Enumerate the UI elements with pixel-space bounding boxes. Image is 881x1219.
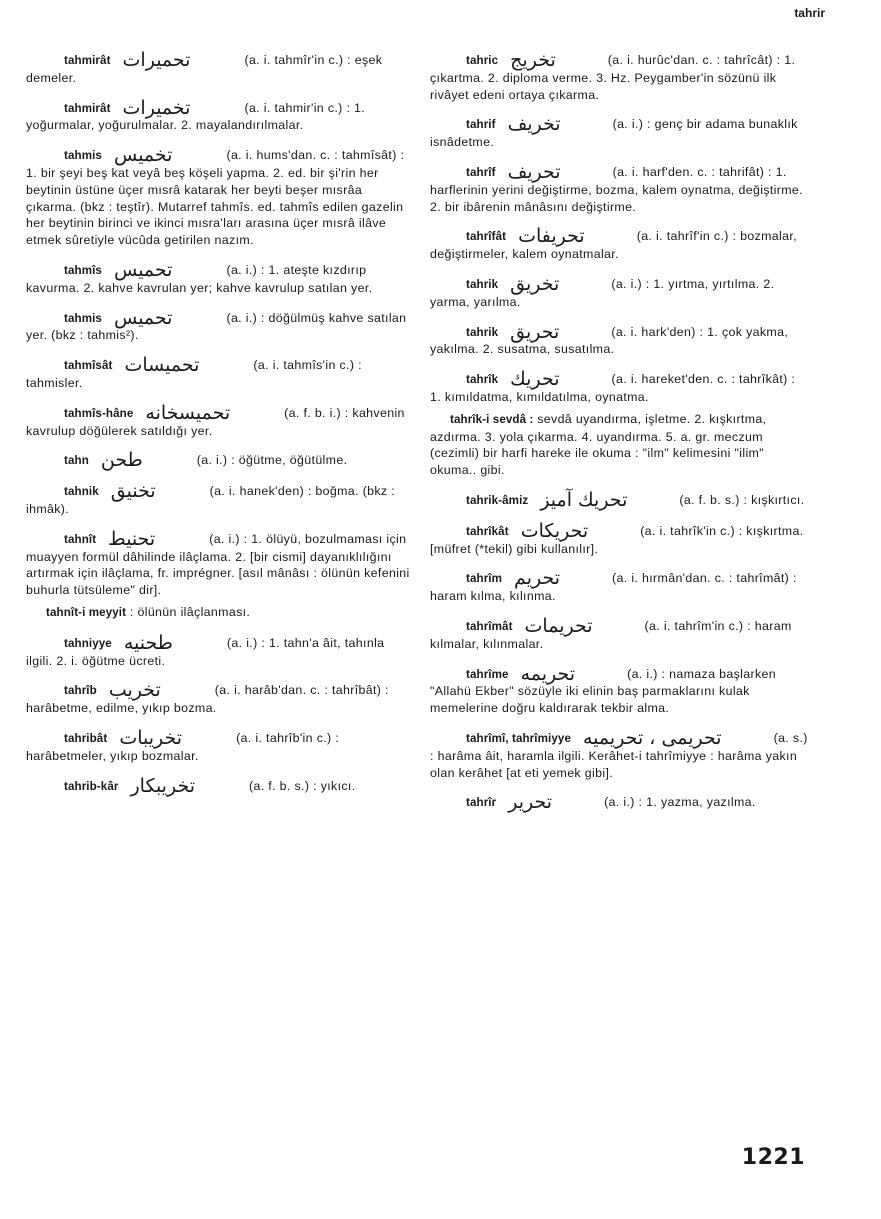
dictionary-entry	[26, 49, 410, 87]
dictionary-entry	[26, 774, 410, 797]
entry-arabic-script: تخريب	[108, 679, 161, 702]
dictionary-entry	[26, 631, 410, 670]
entry-arabic-script: تحريمه	[520, 662, 576, 685]
entry-headword: tahrib-kâr	[64, 779, 119, 793]
entry-arabic-script: تخنيق	[110, 480, 156, 503]
entry-arabic-script: تخميرات	[122, 96, 191, 119]
dictionary-entry	[430, 567, 810, 605]
entry-definition: (a. i. tahmîs'in c.) : tahmisler.	[26, 358, 362, 390]
entry-arabic-script: تحريفات	[518, 225, 585, 248]
entry-definition: (a. i.) : 1. tahn'a âit, tahınla ilgili. 2. i. öğütme ücreti.	[26, 635, 385, 668]
entry-headword: tahmîs	[64, 263, 102, 277]
entry-arabic-script: طحن	[100, 449, 143, 472]
entry-headword: tahniyye	[64, 636, 112, 650]
left-column	[26, 49, 410, 797]
entry-definition: sevdâ uyandırma, işletme. 2. kışkırtma, azdırma. 3. yola çıkarma. 4. uyandırma. 5. a. gr. meczum (cezimli) bir harfi hareke ile okuma : "ilm" kelimesini "ilim" okuma.. gibi.	[430, 411, 767, 478]
entry-arabic-script: تخريبكار	[130, 774, 195, 797]
entry-arabic-script: تحميسخانه	[145, 401, 231, 424]
entry-definition: (a. i.) : 1. yırtma, yırtılma. 2. yarma, yarılma.	[430, 276, 775, 309]
entry-definition: (a. i.) : 1. ateşte kızdırıp kavurma. 2. kahve kavrulan yer; kahve kavrulup satılan yer.	[26, 262, 373, 295]
entry-definition: (a. i.) : namaza başlarken "Allahü Ekber" sözüyle iki elinin baş parmaklarını kulak memelerine doğru kaldırarak tekbir alma.	[430, 666, 776, 716]
entry-arabic-script: تحميس	[113, 306, 173, 329]
entry-arabic-script: تحميرات	[122, 49, 191, 71]
dictionary-entry	[430, 320, 810, 359]
dictionary-entry	[430, 272, 810, 311]
entry-definition: (a. i.) : öğütme, öğütülme.	[196, 453, 348, 468]
entry-arabic-script: تحنيط	[108, 527, 156, 550]
dictionary-entry	[430, 225, 810, 263]
entry-arabic-script: تخريبات	[119, 726, 183, 749]
entry-headword: tahrif	[466, 118, 496, 132]
entry-headword: tahrîmât	[466, 619, 513, 633]
entry-arabic-script: تخريق	[510, 272, 560, 295]
dictionary-entry	[26, 306, 410, 345]
entry-arabic-script: تحميسات	[124, 354, 200, 377]
entry-headword: tahn	[64, 454, 89, 468]
entry-headword: tahrîk	[466, 373, 499, 387]
dictionary-entry	[26, 96, 410, 135]
dictionary-entry	[430, 614, 810, 653]
dictionary-entry	[430, 411, 810, 479]
dictionary-entry	[26, 527, 410, 599]
entry-definition: (a. i. tahmir'in c.) : 1. yoğurmalar, yoğurulmalar. 2. mayalandırılmalar.	[26, 100, 366, 133]
entry-definition: (a. i. harf'den. c. : tahrifât) : 1. harflerinin yerini değiştirme, bozma, kalem oynatma, değiştirme. 2. bir ibârenin mânâsını değiştirme.	[430, 164, 803, 214]
entry-definition: (a. i. hurûc'dan. c. : tahrîcât) : 1. çıkartma. 2. diploma verme. 3. Hz. Peygamber'in sözünü ilk rivâyet edeni ortaya çıkarma.	[430, 53, 796, 102]
entry-definition: (a. i. tahrîb'in c.) : harâbetmeler, yıkıp bozmalar.	[26, 730, 340, 763]
entry-definition: (a. f. b. i.) : kahvenin kavrulup döğülerek satıldığı yer.	[26, 405, 405, 438]
entry-headword: tahmis	[64, 149, 102, 163]
dictionary-entry	[430, 488, 810, 511]
dictionary-entry	[26, 258, 410, 297]
entry-headword: tahrîmî, tahrîmiyye	[466, 731, 571, 745]
entry-definition: (a. i. tahmîr'in c.) : eşek demeler.	[26, 53, 383, 85]
entry-definition: (a. i.) : 1. yazma, yazılma.	[604, 795, 756, 810]
entry-headword: tahmirât	[64, 54, 111, 67]
entry-definition: (a. s.) : harâma âit, haramla ilgili. Kerâhet-i tahrîmiyye : harâma yakın olan kerâhet [at eti yemek gibi].	[430, 730, 808, 780]
entry-headword: tahmîsât	[64, 359, 113, 373]
right-column	[430, 49, 810, 814]
dictionary-entry	[430, 113, 810, 151]
dictionary-entry	[26, 401, 410, 440]
entry-definition: (a. i. hums'dan. c. : tahmîsât) : 1. bir şeyi beş kat veyâ beş köşeli yapma. 2. ed. bir şi'rin her beytinin üstüne üçer mısrâ katarak her beyti beşer mısrâa çıkarma. (bkz : teştîr). Mutarref tahmîs. ed. tahmîs edilen gazelin her beytinin birinci ve ikinci mısra'ları arasına üçer mısrâ ilâve etmek sûretiyle vücûda getirilen nazım.	[26, 148, 405, 248]
entry-definition: (a. i. hırmân'dan. c. : tahrîmât) : haram kılma, kılınma.	[430, 571, 797, 604]
entry-headword: tahric	[466, 54, 499, 67]
entry-definition: (a. i. hanek'den) : boğma. (bkz : ihmâk).	[26, 484, 396, 516]
entry-headword: tahrîr	[466, 796, 497, 810]
entry-headword: tahrîkât	[466, 524, 509, 538]
dictionary-entry	[430, 160, 810, 215]
entry-headword: tahrîm	[466, 572, 503, 586]
entry-definition: (a. f. b. s.) : kışkırtıcı.	[679, 492, 805, 507]
entry-arabic-script: طحنيه	[123, 631, 173, 654]
entry-definition: (a. i.) : genç bir adama bunaklık isnâdetme.	[430, 117, 798, 150]
entry-headword: tahmis	[64, 311, 102, 325]
entry-definition: (a. i. hark'den) : 1. çok yakma, yakılma. 2. susatma, susatılma.	[430, 324, 789, 357]
entry-headword: tahmîs-hâne	[64, 406, 134, 420]
dictionary-entry	[430, 519, 810, 558]
entry-definition: (a. i.) : döğülmüş kahve satılan yer. (bkz : tahmis²).	[26, 310, 407, 343]
entry-definition: (a. i. tahrîf'in c.) : bozmalar, değiştirmeler, kalem oynatmalar.	[430, 229, 797, 262]
entry-definition: (a. i. harâb'dan. c. : tahrîbât) : harâbetme, edilme, yıkıp bozma.	[26, 683, 389, 716]
dictionary-entry	[26, 679, 410, 717]
dictionary-entry	[430, 662, 810, 717]
entry-headword: tahribât	[64, 731, 108, 745]
entry-definition: (a. i. tahrîk'in c.) : kışkırtma. [müfret (*tekil) gibi kullanılır].	[430, 523, 804, 556]
entry-definition: (a. i.) : 1. ölüyü, bozulmaması için muayyen formül dâhilinde ilâçlama. 2. [bir cismi] dayanıklılığını artırmak için ilâçlama, fr. imprégner. [asıl mânâsı : ölünün kefenini buhurla tütsüleme" dir].	[26, 531, 410, 598]
entry-arabic-script: تحميس	[113, 258, 173, 281]
entry-arabic-script: تحريمات	[524, 614, 593, 637]
entry-arabic-script: تحريك آميز	[540, 488, 628, 511]
entry-headword: tahnît-i meyyit	[46, 605, 127, 619]
entry-headword: tahrîk-i sevdâ :	[450, 412, 534, 426]
dictionary-entry	[26, 480, 410, 518]
entry-arabic-script: تخريج	[510, 49, 556, 71]
dictionary-entry	[26, 604, 410, 622]
entry-definition: (a. f. b. s.) : yıkıcı.	[249, 778, 356, 793]
entry-arabic-script: تحريف	[507, 160, 561, 183]
entry-headword: tahrik	[466, 325, 499, 339]
entry-headword: tahnît	[64, 532, 97, 546]
entry-headword: tahrîb	[64, 684, 97, 698]
running-head: tahrir	[794, 6, 825, 20]
page-number: 1221	[741, 1145, 805, 1170]
dictionary-entry	[430, 726, 810, 781]
entry-arabic-script: تحرير	[508, 791, 553, 814]
entry-arabic-script: تحريق	[510, 320, 560, 343]
entry-arabic-script: تحريمى ، تحريميه	[583, 726, 722, 749]
entry-headword: tahmirât	[64, 101, 111, 115]
entry-definition: (a. i. tahrîm'in c.) : haram kılmalar, kılınmalar.	[430, 618, 792, 651]
entry-headword: tahrîme	[466, 667, 509, 681]
entry-definition: : ölünün ilâçlanması.	[129, 604, 251, 619]
dictionary-entry	[430, 791, 810, 814]
entry-arabic-script: تخريف	[507, 113, 561, 136]
entry-arabic-script: تحريك	[510, 368, 560, 391]
entry-headword: tahrîfât	[466, 230, 507, 244]
dictionary-entry	[26, 449, 410, 472]
entry-headword: tahrik-âmiz	[466, 493, 529, 507]
dictionary-entry	[430, 49, 810, 103]
dictionary-entry	[26, 144, 410, 249]
entry-arabic-script: تحريم	[514, 567, 561, 590]
dictionary-entry	[430, 368, 810, 406]
entry-headword: tahnik	[64, 485, 99, 499]
dictionary-entry	[26, 726, 410, 765]
dictionary-entry	[26, 354, 410, 392]
entry-arabic-script: تخميس	[113, 144, 173, 167]
entry-headword: tahrîf	[466, 165, 496, 179]
entry-definition: (a. i. hareket'den. c. : tahrîkât) : 1. kımıldatma, kımıldatılma, oynatma.	[430, 372, 796, 404]
entry-arabic-script: تحريكات	[520, 519, 589, 542]
entry-headword: tahrik	[466, 277, 499, 291]
